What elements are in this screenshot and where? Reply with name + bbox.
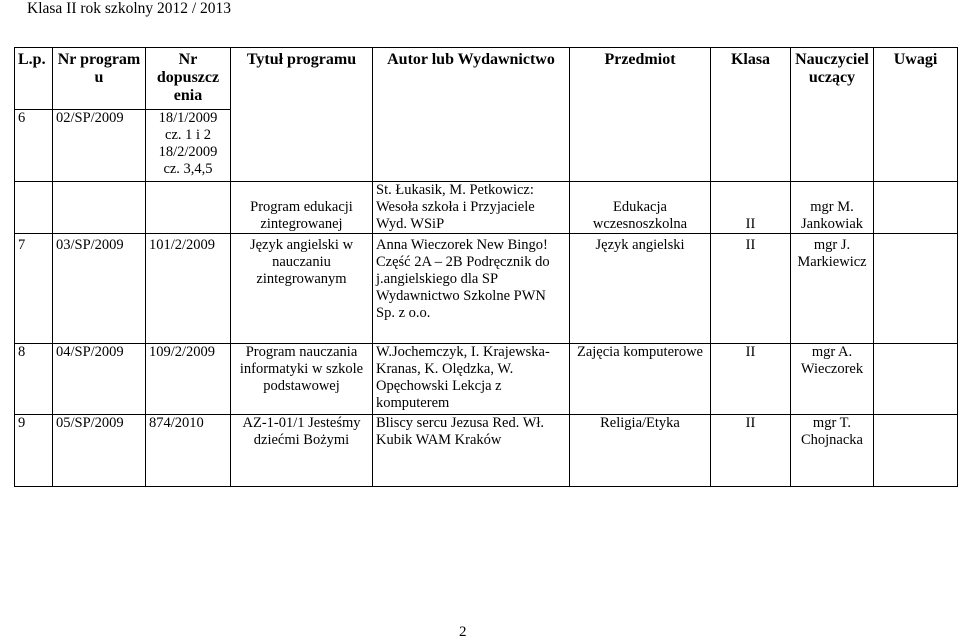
program-table bbox=[14, 47, 958, 487]
header-lp: L.p. bbox=[15, 48, 53, 110]
table-row bbox=[15, 182, 958, 234]
cell-klasa: II bbox=[711, 234, 791, 344]
header-uwagi: Uwagi bbox=[874, 48, 958, 182]
cell-nr-dopuszczenia: 874/2010 bbox=[146, 415, 231, 487]
page-title: Klasa II rok szkolny 2012 / 2013 bbox=[27, 0, 232, 17]
cell-przedmiot: Edukacja wczesnoszkolna bbox=[570, 182, 711, 234]
cell-nr-programu: 04/SP/2009 bbox=[53, 344, 146, 415]
header-nr-dopuszczenia: Nr dopuszcz enia bbox=[146, 48, 231, 110]
cell-przedmiot: Zajęcia komputerowe bbox=[570, 344, 711, 415]
cell-empty bbox=[15, 182, 53, 234]
cell-nr-dopuszczenia: 109/2/2009 bbox=[146, 344, 231, 415]
cell-uwagi bbox=[874, 415, 958, 487]
header-klasa: Klasa bbox=[711, 48, 791, 182]
header-nr-programu: Nr program u bbox=[53, 48, 146, 110]
table-row bbox=[15, 344, 958, 415]
header-row bbox=[15, 48, 958, 110]
cell-przedmiot: Język angielski bbox=[570, 234, 711, 344]
cell-nauczyciel: mgr T. Chojnacka bbox=[791, 415, 874, 487]
cell-nauczyciel: mgr J. Markiewicz bbox=[791, 234, 874, 344]
cell-autor: St. Łukasik, M. Petkowicz: Wesoła szkoła i Przyjaciele Wyd. WSiP bbox=[373, 182, 570, 234]
cell-autor: W.Jochemczyk, I. Krajewska- Kranas, K. Olędzka, W. Opęchowski Lekcja z komputerem bbox=[373, 344, 570, 415]
cell-autor: Bliscy sercu Jezusa Red. Wł. Kubik WAM Kraków bbox=[373, 415, 570, 487]
cell-tytul: Program edukacji zintegrowanej bbox=[231, 182, 373, 234]
cell-tytul: AZ-1-01/1 Jesteśmy dziećmi Bożymi bbox=[231, 415, 373, 487]
cell-klasa: II bbox=[711, 344, 791, 415]
cell-empty bbox=[146, 182, 231, 234]
cell-autor: Anna Wieczorek New Bingo! Część 2A – 2B Podręcznik do j.angielskiego dla SP Wydawnictwo Szkolne PWN Sp. z o.o. bbox=[373, 234, 570, 344]
cell-nr-dopuszczenia: 18/1/2009 cz. 1 i 2 18/2/2009 cz. 3,4,5 bbox=[146, 110, 231, 182]
table-row bbox=[15, 415, 958, 487]
cell-empty bbox=[53, 182, 146, 234]
cell-tytul: Język angielski w nauczaniu zintegrowanym bbox=[231, 234, 373, 344]
cell-klasa: II bbox=[711, 182, 791, 234]
cell-nr-programu: 05/SP/2009 bbox=[53, 415, 146, 487]
header-przedmiot: Przedmiot bbox=[570, 48, 711, 182]
cell-nr-programu: 02/SP/2009 bbox=[53, 110, 146, 182]
header-autor: Autor lub Wydawnictwo bbox=[373, 48, 570, 182]
cell-nauczyciel: mgr M. Jankowiak bbox=[791, 182, 874, 234]
cell-lp: 8 bbox=[15, 344, 53, 415]
header-nauczyciel: Nauczyciel uczący bbox=[791, 48, 874, 182]
cell-tytul: Program nauczania informatyki w szkole podstawowej bbox=[231, 344, 373, 415]
table-row bbox=[15, 234, 958, 344]
cell-lp: 7 bbox=[15, 234, 53, 344]
cell-nr-programu: 03/SP/2009 bbox=[53, 234, 146, 344]
cell-uwagi bbox=[874, 234, 958, 344]
cell-uwagi bbox=[874, 182, 958, 234]
cell-uwagi bbox=[874, 344, 958, 415]
cell-przedmiot: Religia/Etyka bbox=[570, 415, 711, 487]
cell-klasa: II bbox=[711, 415, 791, 487]
page-number: 2 bbox=[459, 624, 467, 640]
cell-nauczyciel: mgr A. Wieczorek bbox=[791, 344, 874, 415]
cell-nr-dopuszczenia: 101/2/2009 bbox=[146, 234, 231, 344]
cell-lp: 9 bbox=[15, 415, 53, 487]
cell-lp: 6 bbox=[15, 110, 53, 182]
header-tytul: Tytuł programu bbox=[231, 48, 373, 182]
